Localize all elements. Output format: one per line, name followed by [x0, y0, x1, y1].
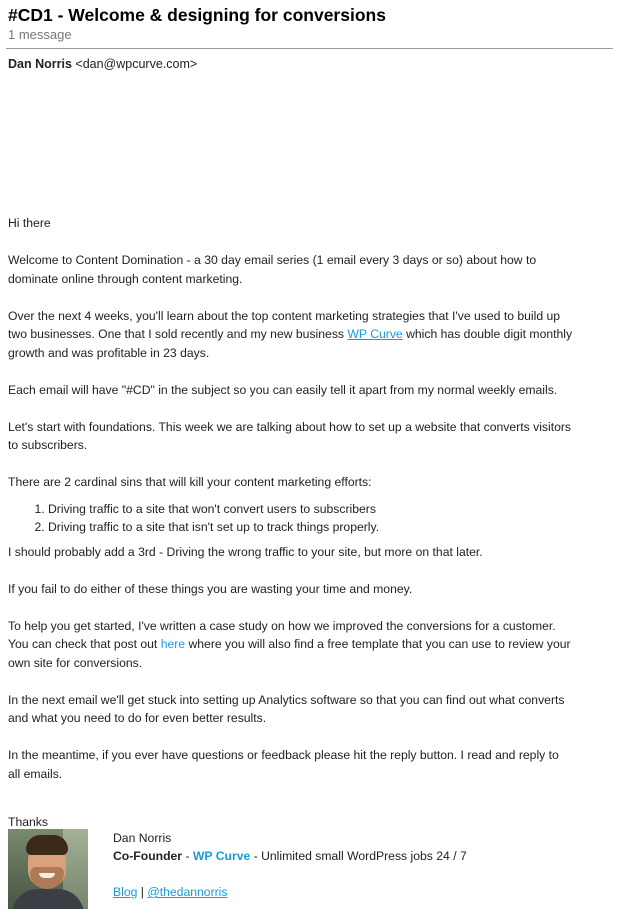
- paragraph-overview-text-2: which has double digit monthly growth and was profitable in 23 days.: [8, 327, 573, 360]
- signature-block: [8, 829, 608, 909]
- blog-link[interactable]: Blog: [113, 885, 138, 899]
- signature-link-separator: |: [137, 885, 148, 899]
- signature-title: [113, 847, 467, 865]
- paragraph-case-study: [8, 617, 573, 673]
- greeting: Hi there: [8, 216, 51, 230]
- signature-role: Co-Founder: [113, 849, 183, 863]
- paragraph-meantime: In the meantime, if you ever have questions or feedback please hit the reply button. I read and reply to all emails.: [8, 748, 559, 781]
- paragraph-third-sin: I should probably add a 3rd - Driving the wrong traffic to your site, but more on that later.: [8, 544, 483, 559]
- paragraph-foundations: Let's start with foundations. This week we are talking about how to set up a website that converts visitors to subscribers.: [8, 419, 572, 452]
- list-item: 2. Driving traffic to a site that isn't set up to track things properly.: [48, 518, 573, 537]
- paragraph-overview: [8, 307, 573, 363]
- avatar-hair: [26, 835, 68, 855]
- sender-name[interactable]: Dan Norris: [8, 57, 72, 71]
- sender-email[interactable]: <dan@wpcurve.com>: [75, 57, 198, 71]
- message-count: 1 message: [8, 27, 72, 42]
- paragraph-cardinal-sins: There are 2 cardinal sins that will kill your content marketing efforts:: [8, 475, 372, 489]
- sender-line: [8, 57, 197, 71]
- paragraph-case-study-text-1: To help you get started, I've written a case study on how we improved the conversions for a customer. You can check that post out: [8, 618, 556, 651]
- sign-off: Thanks: [8, 815, 48, 829]
- signature: [8, 813, 608, 909]
- paragraph-welcome: Welcome to Content Domination - a 30 day email series (1 email every 3 days or so) about how to dominate online through content marketing.: [8, 253, 537, 286]
- paragraph-subject-tag: Each email will have "#CD" in the subject so you can easily tell it apart from my normal weekly emails.: [8, 382, 558, 397]
- email-subject: #CD1 - Welcome & designing for conversions: [8, 5, 386, 25]
- paragraph-next-email: In the next email we'll get stuck into setting up Analytics software so that you can find out what converts and what you need to do for even better results.: [8, 692, 565, 725]
- signature-title-separator: -: [182, 849, 193, 863]
- signature-name: Dan Norris: [113, 831, 172, 845]
- email-body: [8, 214, 573, 802]
- signature-tagline: - Unlimited small WordPress jobs 24 / 7: [250, 849, 467, 863]
- signature-links: [113, 883, 467, 901]
- avatar-beard: [30, 867, 64, 889]
- paragraph-case-study-text-2: where you will also find a free template that you can use to review your own site for conversions.: [8, 637, 571, 670]
- paragraph-wasting-time: If you fail to do either of these things you are wasting your time and money.: [8, 581, 413, 596]
- wp-curve-link[interactable]: WP Curve: [347, 327, 403, 341]
- avatar-smile: [39, 873, 55, 878]
- avatar: [8, 829, 88, 909]
- signature-details: [113, 829, 467, 909]
- paragraph-overview-text-1: Over the next 4 weeks, you'll learn about the top content marketing strategies that I've used to build up two businesses. One that I sold recently and my new business: [8, 308, 561, 341]
- case-study-link[interactable]: here: [160, 637, 186, 651]
- header-divider: [6, 48, 613, 49]
- list-item: 1. Driving traffic to a site that won't convert users to subscribers: [48, 500, 573, 519]
- signature-brand: WP Curve: [192, 849, 251, 863]
- cardinal-sins-list: [8, 500, 573, 537]
- twitter-link[interactable]: @thedannorris: [147, 885, 228, 899]
